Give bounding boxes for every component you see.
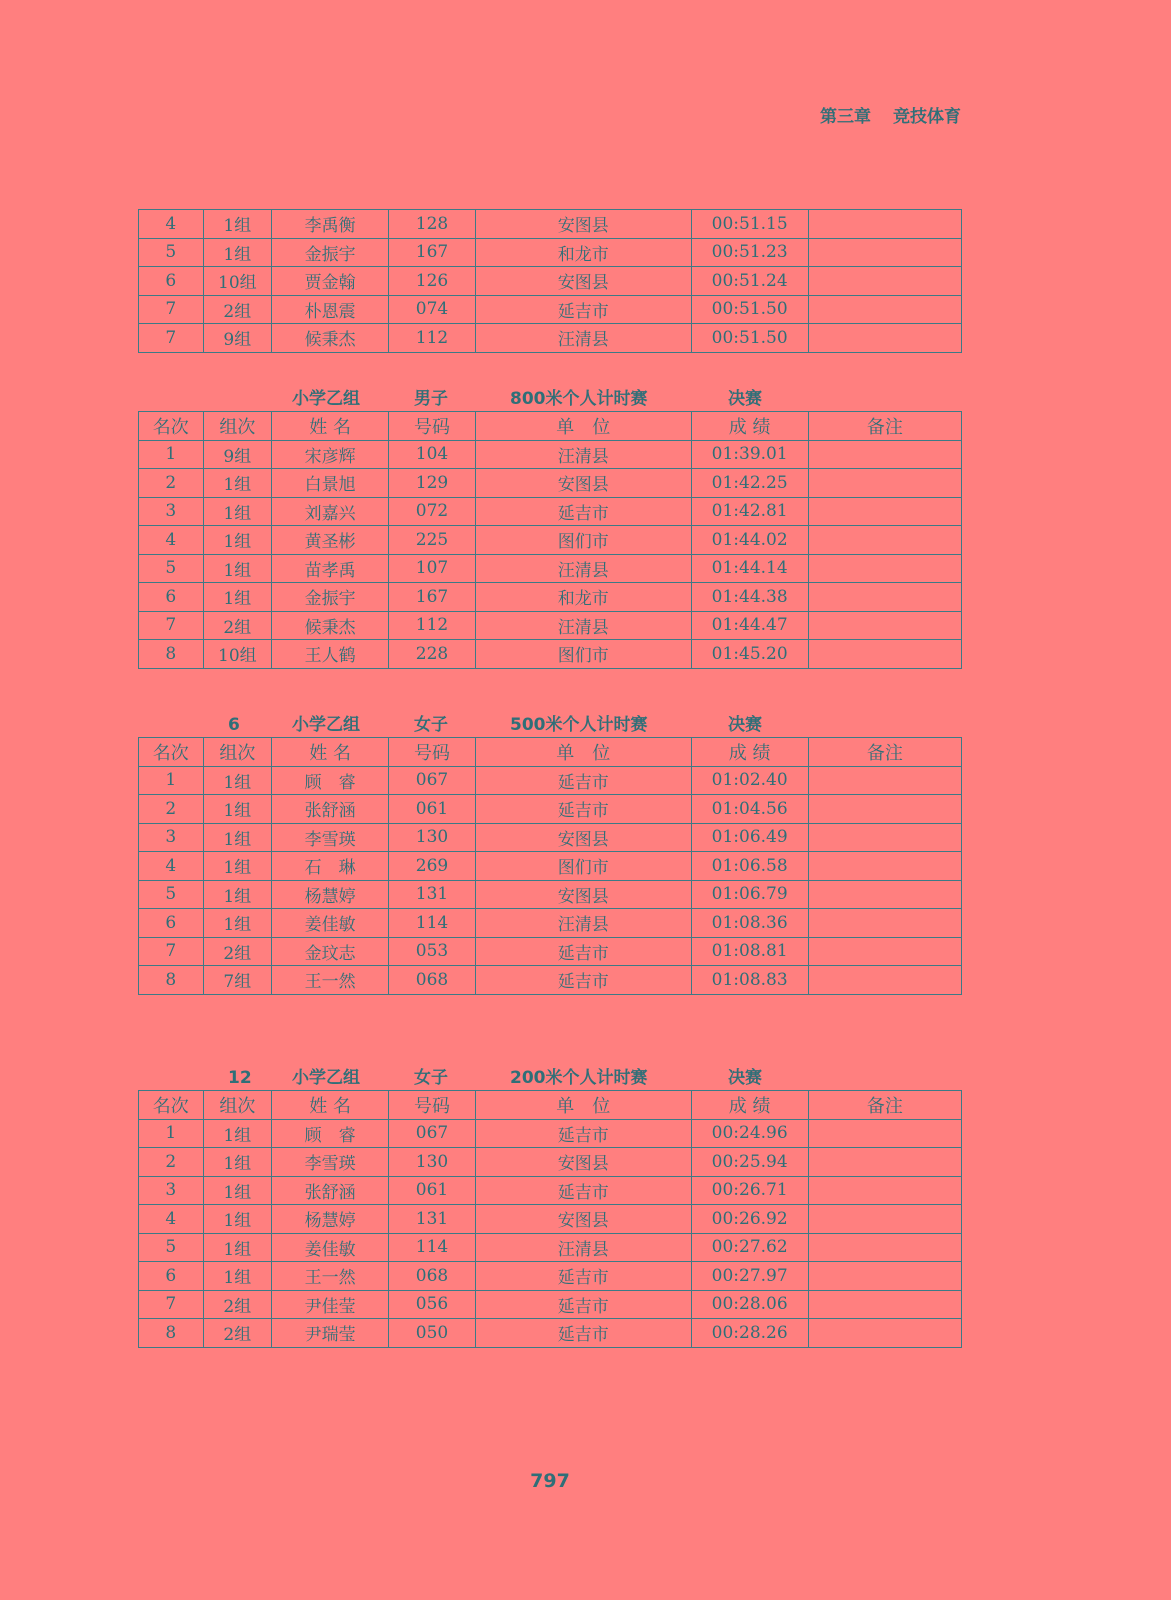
rank-cell: 6 <box>139 1262 204 1291</box>
table-header-row <box>139 738 962 767</box>
unit-cell: 安图县 <box>475 1148 691 1177</box>
heat-cell: 1组 <box>203 210 272 239</box>
note-cell <box>808 1262 961 1291</box>
unit-cell: 汪清县 <box>475 440 691 469</box>
result-cell: 01:04.56 <box>691 795 808 824</box>
heat-cell: 1组 <box>203 526 272 555</box>
name-cell: 苗孝禹 <box>272 554 389 583</box>
column-header: 成 绩 <box>691 738 808 767</box>
unit-cell: 安图县 <box>475 469 691 498</box>
unit-cell: 安图县 <box>475 210 691 239</box>
results-section-girls-500m <box>138 713 962 995</box>
table-row <box>139 852 962 881</box>
note-cell <box>808 554 961 583</box>
name-cell: 金振宇 <box>272 238 389 267</box>
note-cell <box>808 1233 961 1262</box>
table-row <box>139 267 962 296</box>
unit-cell: 延吉市 <box>475 1119 691 1148</box>
event-sex: 女子 <box>414 715 448 735</box>
column-header: 备注 <box>808 412 961 441</box>
result-cell: 01:44.38 <box>691 583 808 612</box>
table-row <box>139 823 962 852</box>
result-cell: 00:51.50 <box>691 324 808 353</box>
chapter-label: 第三章 <box>820 107 871 127</box>
column-header: 名次 <box>139 412 204 441</box>
note-cell <box>808 611 961 640</box>
unit-cell: 图们市 <box>475 640 691 669</box>
heat-cell: 1组 <box>203 1148 272 1177</box>
event-stage: 决赛 <box>728 1068 762 1088</box>
bib-cell: 112 <box>389 611 476 640</box>
page-header <box>820 102 961 127</box>
bib-cell: 167 <box>389 583 476 612</box>
unit-cell: 汪清县 <box>475 1233 691 1262</box>
unit-cell: 安图县 <box>475 880 691 909</box>
bib-cell: 068 <box>389 1262 476 1291</box>
name-cell: 李雪瑛 <box>272 823 389 852</box>
result-cell: 00:51.50 <box>691 295 808 324</box>
section-caption <box>138 713 962 737</box>
name-cell: 候秉杰 <box>272 611 389 640</box>
table-header-row <box>139 412 962 441</box>
rank-cell: 7 <box>139 611 204 640</box>
name-cell: 王人鹤 <box>272 640 389 669</box>
bib-cell: 050 <box>389 1319 476 1348</box>
table-row <box>139 1290 962 1319</box>
table-row <box>139 1119 962 1148</box>
rank-cell: 8 <box>139 640 204 669</box>
result-cell: 01:42.25 <box>691 469 808 498</box>
rank-cell: 7 <box>139 1290 204 1319</box>
heat-cell: 2组 <box>203 1319 272 1348</box>
result-cell: 01:44.02 <box>691 526 808 555</box>
result-cell: 00:28.26 <box>691 1319 808 1348</box>
name-cell: 尹瑞莹 <box>272 1319 389 1348</box>
table-row <box>139 583 962 612</box>
name-cell: 朴恩震 <box>272 295 389 324</box>
rank-cell: 4 <box>139 1205 204 1234</box>
name-cell: 李雪瑛 <box>272 1148 389 1177</box>
result-cell: 01:42.81 <box>691 497 808 526</box>
rank-cell: 4 <box>139 526 204 555</box>
note-cell <box>808 766 961 795</box>
event-name: 500米个人计时赛 <box>510 715 648 735</box>
result-cell: 00:27.97 <box>691 1262 808 1291</box>
event-stage: 决赛 <box>728 389 762 409</box>
event-group: 小学乙组 <box>292 715 360 735</box>
note-cell <box>808 880 961 909</box>
note-cell <box>808 583 961 612</box>
note-cell <box>808 497 961 526</box>
note-cell <box>808 1148 961 1177</box>
bib-cell: 072 <box>389 497 476 526</box>
heat-cell: 1组 <box>203 497 272 526</box>
note-cell <box>808 823 961 852</box>
results-section-girls-200m <box>138 1066 962 1348</box>
bib-cell: 074 <box>389 295 476 324</box>
result-cell: 00:26.92 <box>691 1205 808 1234</box>
results-table-continued <box>138 209 962 353</box>
rank-cell: 3 <box>139 497 204 526</box>
note-cell <box>808 238 961 267</box>
result-cell: 00:51.23 <box>691 238 808 267</box>
heat-cell: 2组 <box>203 1290 272 1319</box>
bib-cell: 107 <box>389 554 476 583</box>
heat-cell: 10组 <box>203 267 272 296</box>
table-row <box>139 210 962 239</box>
rank-cell: 8 <box>139 1319 204 1348</box>
table-row <box>139 1148 962 1177</box>
bib-cell: 126 <box>389 267 476 296</box>
bib-cell: 131 <box>389 1205 476 1234</box>
name-cell: 贾金翰 <box>272 267 389 296</box>
bib-cell: 053 <box>389 937 476 966</box>
column-header: 号码 <box>389 738 476 767</box>
rank-cell: 4 <box>139 852 204 881</box>
bib-cell: 068 <box>389 966 476 995</box>
note-cell <box>808 324 961 353</box>
bib-cell: 130 <box>389 823 476 852</box>
result-cell: 00:25.94 <box>691 1148 808 1177</box>
unit-cell: 和龙市 <box>475 238 691 267</box>
note-cell <box>808 937 961 966</box>
bib-cell: 269 <box>389 852 476 881</box>
name-cell: 李禹衡 <box>272 210 389 239</box>
table-row <box>139 295 962 324</box>
rank-cell: 4 <box>139 210 204 239</box>
column-header: 姓 名 <box>272 738 389 767</box>
rank-cell: 5 <box>139 880 204 909</box>
note-cell <box>808 1290 961 1319</box>
result-cell: 01:02.40 <box>691 766 808 795</box>
rank-cell: 5 <box>139 554 204 583</box>
result-cell: 00:28.06 <box>691 1290 808 1319</box>
note-cell <box>808 526 961 555</box>
rank-cell: 2 <box>139 469 204 498</box>
name-cell: 杨慧婷 <box>272 1205 389 1234</box>
column-header: 组次 <box>203 738 272 767</box>
column-header: 单 位 <box>475 412 691 441</box>
rank-cell: 7 <box>139 937 204 966</box>
column-header: 号码 <box>389 1091 476 1120</box>
name-cell: 黄圣彬 <box>272 526 389 555</box>
bib-cell: 061 <box>389 1176 476 1205</box>
table-row <box>139 611 962 640</box>
result-cell: 00:26.71 <box>691 1176 808 1205</box>
note-cell <box>808 852 961 881</box>
unit-cell: 汪清县 <box>475 611 691 640</box>
note-cell <box>808 1119 961 1148</box>
heat-cell: 1组 <box>203 1262 272 1291</box>
heat-cell: 2组 <box>203 295 272 324</box>
table-row <box>139 966 962 995</box>
heat-cell: 1组 <box>203 823 272 852</box>
note-cell <box>808 795 961 824</box>
name-cell: 白景旭 <box>272 469 389 498</box>
heat-cell: 1组 <box>203 880 272 909</box>
bib-cell: 067 <box>389 1119 476 1148</box>
note-cell <box>808 640 961 669</box>
result-cell: 01:08.83 <box>691 966 808 995</box>
column-header: 单 位 <box>475 1091 691 1120</box>
bib-cell: 061 <box>389 795 476 824</box>
heat-cell: 1组 <box>203 1233 272 1262</box>
event-sex: 男子 <box>414 389 448 409</box>
column-header: 单 位 <box>475 738 691 767</box>
name-cell: 顾 睿 <box>272 766 389 795</box>
table-row <box>139 640 962 669</box>
bib-cell: 114 <box>389 909 476 938</box>
name-cell: 姜佳敏 <box>272 1233 389 1262</box>
rank-cell: 3 <box>139 823 204 852</box>
column-header: 成 绩 <box>691 1091 808 1120</box>
table-row <box>139 469 962 498</box>
bib-cell: 112 <box>389 324 476 353</box>
unit-cell: 图们市 <box>475 526 691 555</box>
result-cell: 01:44.47 <box>691 611 808 640</box>
table-row <box>139 238 962 267</box>
rank-cell: 7 <box>139 295 204 324</box>
bib-cell: 225 <box>389 526 476 555</box>
unit-cell: 安图县 <box>475 267 691 296</box>
table-row <box>139 909 962 938</box>
unit-cell: 和龙市 <box>475 583 691 612</box>
rank-cell: 6 <box>139 267 204 296</box>
heat-cell: 7组 <box>203 966 272 995</box>
name-cell: 王一然 <box>272 966 389 995</box>
unit-cell: 延吉市 <box>475 966 691 995</box>
heat-cell: 1组 <box>203 1119 272 1148</box>
event-group: 小学乙组 <box>292 389 360 409</box>
bib-cell: 114 <box>389 1233 476 1262</box>
name-cell: 刘嘉兴 <box>272 497 389 526</box>
results-table <box>138 1090 962 1348</box>
rank-cell: 2 <box>139 795 204 824</box>
heat-cell: 1组 <box>203 238 272 267</box>
unit-cell: 汪清县 <box>475 909 691 938</box>
table-row <box>139 880 962 909</box>
table-row <box>139 1176 962 1205</box>
unit-cell: 延吉市 <box>475 497 691 526</box>
section-caption <box>138 1066 962 1090</box>
unit-cell: 延吉市 <box>475 1176 691 1205</box>
note-cell <box>808 1176 961 1205</box>
name-cell: 张舒涵 <box>272 1176 389 1205</box>
rank-cell: 6 <box>139 909 204 938</box>
heat-cell: 2组 <box>203 937 272 966</box>
chapter-title: 竞技体育 <box>893 107 961 127</box>
results-table <box>138 737 962 995</box>
heat-cell: 10组 <box>203 640 272 669</box>
unit-cell: 延吉市 <box>475 295 691 324</box>
name-cell: 石 琳 <box>272 852 389 881</box>
column-header: 组次 <box>203 412 272 441</box>
name-cell: 金玟志 <box>272 937 389 966</box>
note-cell <box>808 440 961 469</box>
heat-cell: 9组 <box>203 324 272 353</box>
result-cell: 00:24.96 <box>691 1119 808 1148</box>
note-cell <box>808 210 961 239</box>
result-cell: 01:08.81 <box>691 937 808 966</box>
note-cell <box>808 909 961 938</box>
name-cell: 金振宇 <box>272 583 389 612</box>
table-row <box>139 1319 962 1348</box>
section-caption <box>138 387 962 411</box>
rank-cell: 1 <box>139 1119 204 1148</box>
heat-cell: 1组 <box>203 554 272 583</box>
event-number: 12 <box>228 1068 252 1088</box>
event-group: 小学乙组 <box>292 1068 360 1088</box>
column-header: 号码 <box>389 412 476 441</box>
column-header: 姓 名 <box>272 1091 389 1120</box>
result-cell: 00:51.24 <box>691 267 808 296</box>
heat-cell: 1组 <box>203 795 272 824</box>
column-header: 名次 <box>139 1091 204 1120</box>
bib-cell: 130 <box>389 1148 476 1177</box>
unit-cell: 延吉市 <box>475 766 691 795</box>
results-section-boys-800m <box>138 387 962 669</box>
rank-cell: 5 <box>139 1233 204 1262</box>
event-sex: 女子 <box>414 1068 448 1088</box>
continuation-table-block <box>138 209 962 353</box>
heat-cell: 9组 <box>203 440 272 469</box>
note-cell <box>808 1205 961 1234</box>
event-number: 6 <box>228 715 240 735</box>
table-header-row <box>139 1091 962 1120</box>
name-cell: 候秉杰 <box>272 324 389 353</box>
bib-cell: 167 <box>389 238 476 267</box>
rank-cell: 8 <box>139 966 204 995</box>
table-row <box>139 440 962 469</box>
event-stage: 决赛 <box>728 715 762 735</box>
result-cell: 00:51.15 <box>691 210 808 239</box>
heat-cell: 1组 <box>203 766 272 795</box>
unit-cell: 汪清县 <box>475 554 691 583</box>
rank-cell: 1 <box>139 440 204 469</box>
unit-cell: 安图县 <box>475 1205 691 1234</box>
table-row <box>139 497 962 526</box>
table-row <box>139 1233 962 1262</box>
name-cell: 杨慧婷 <box>272 880 389 909</box>
result-cell: 00:27.62 <box>691 1233 808 1262</box>
rank-cell: 5 <box>139 238 204 267</box>
result-cell: 01:44.14 <box>691 554 808 583</box>
bib-cell: 131 <box>389 880 476 909</box>
heat-cell: 1组 <box>203 1176 272 1205</box>
rank-cell: 1 <box>139 766 204 795</box>
rank-cell: 2 <box>139 1148 204 1177</box>
column-header: 姓 名 <box>272 412 389 441</box>
name-cell: 王一然 <box>272 1262 389 1291</box>
heat-cell: 1组 <box>203 583 272 612</box>
table-row <box>139 1262 962 1291</box>
name-cell: 尹佳莹 <box>272 1290 389 1319</box>
name-cell: 宋彦辉 <box>272 440 389 469</box>
heat-cell: 1组 <box>203 469 272 498</box>
column-header: 备注 <box>808 738 961 767</box>
bib-cell: 056 <box>389 1290 476 1319</box>
bib-cell: 104 <box>389 440 476 469</box>
rank-cell: 3 <box>139 1176 204 1205</box>
unit-cell: 延吉市 <box>475 1262 691 1291</box>
bib-cell: 067 <box>389 766 476 795</box>
column-header: 组次 <box>203 1091 272 1120</box>
column-header: 名次 <box>139 738 204 767</box>
result-cell: 01:06.49 <box>691 823 808 852</box>
result-cell: 01:06.79 <box>691 880 808 909</box>
unit-cell: 安图县 <box>475 823 691 852</box>
bib-cell: 129 <box>389 469 476 498</box>
heat-cell: 1组 <box>203 1205 272 1234</box>
bib-cell: 228 <box>389 640 476 669</box>
unit-cell: 图们市 <box>475 852 691 881</box>
result-cell: 01:39.01 <box>691 440 808 469</box>
page-number: 797 <box>530 1470 570 1492</box>
column-header: 备注 <box>808 1091 961 1120</box>
bib-cell: 128 <box>389 210 476 239</box>
result-cell: 01:06.58 <box>691 852 808 881</box>
result-cell: 01:45.20 <box>691 640 808 669</box>
column-header: 成 绩 <box>691 412 808 441</box>
event-name: 800米个人计时赛 <box>510 389 648 409</box>
table-row <box>139 766 962 795</box>
note-cell <box>808 295 961 324</box>
unit-cell: 汪清县 <box>475 324 691 353</box>
unit-cell: 延吉市 <box>475 1290 691 1319</box>
name-cell: 姜佳敏 <box>272 909 389 938</box>
heat-cell: 1组 <box>203 852 272 881</box>
heat-cell: 1组 <box>203 909 272 938</box>
note-cell <box>808 1319 961 1348</box>
name-cell: 张舒涵 <box>272 795 389 824</box>
rank-cell: 7 <box>139 324 204 353</box>
table-row <box>139 324 962 353</box>
table-row <box>139 795 962 824</box>
unit-cell: 延吉市 <box>475 937 691 966</box>
results-table <box>138 411 962 669</box>
result-cell: 01:08.36 <box>691 909 808 938</box>
table-row <box>139 526 962 555</box>
note-cell <box>808 267 961 296</box>
name-cell: 顾 睿 <box>272 1119 389 1148</box>
note-cell <box>808 966 961 995</box>
note-cell <box>808 469 961 498</box>
event-name: 200米个人计时赛 <box>510 1068 648 1088</box>
table-row <box>139 554 962 583</box>
rank-cell: 6 <box>139 583 204 612</box>
unit-cell: 延吉市 <box>475 1319 691 1348</box>
table-row <box>139 1205 962 1234</box>
unit-cell: 延吉市 <box>475 795 691 824</box>
heat-cell: 2组 <box>203 611 272 640</box>
table-row <box>139 937 962 966</box>
